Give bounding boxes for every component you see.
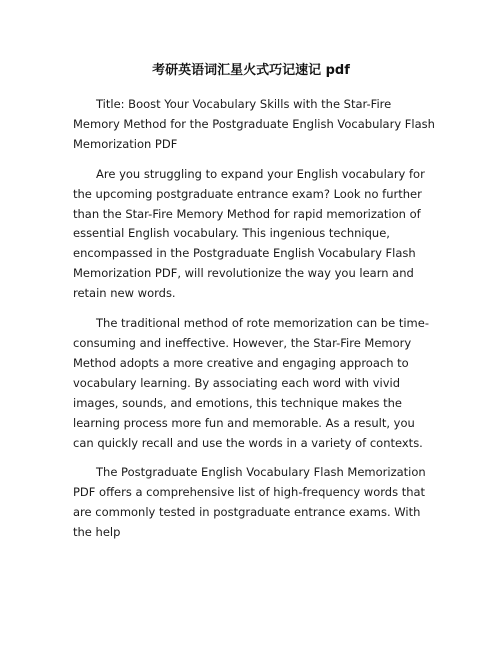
paragraph-4: The Postgraduate English Vocabulary Flash Memorization PDF offers a comprehensive list of high-frequency words that are commonly tested in postgraduate entrance exams. With the help	[73, 465, 426, 540]
document-body	[73, 95, 435, 553]
paragraph-3: The traditional method of rote memorization can be time-consuming and ineffective. However, the Star-Fire Memory Method adopts a more creative and engaging approach to vocabulary learning. By associating each word with vivid images, sounds, and emotions, this technique makes the learning process more fun and memorable. As a result, you can quickly recall and use the words in a variety of contexts.	[73, 316, 429, 450]
document-title: 考研英语词汇星火式巧记速记 pdf	[152, 63, 350, 78]
paragraph-1: Title: Boost Your Vocabulary Skills with the Star-Fire Memory Method for the Postgraduate English Vocabulary Flash Memorization PDF	[73, 97, 435, 151]
paragraph-2: Are you struggling to expand your English vocabulary for the upcoming postgraduate entrance exam? Look no further than the Star-Fire Memory Method for rapid memorization of essential English vocabulary. This ingenious technique, encompassed in the Postgraduate English Vocabulary Flash Memorization PDF, will revolutionize the way you learn and retain new words.	[73, 166, 425, 301]
